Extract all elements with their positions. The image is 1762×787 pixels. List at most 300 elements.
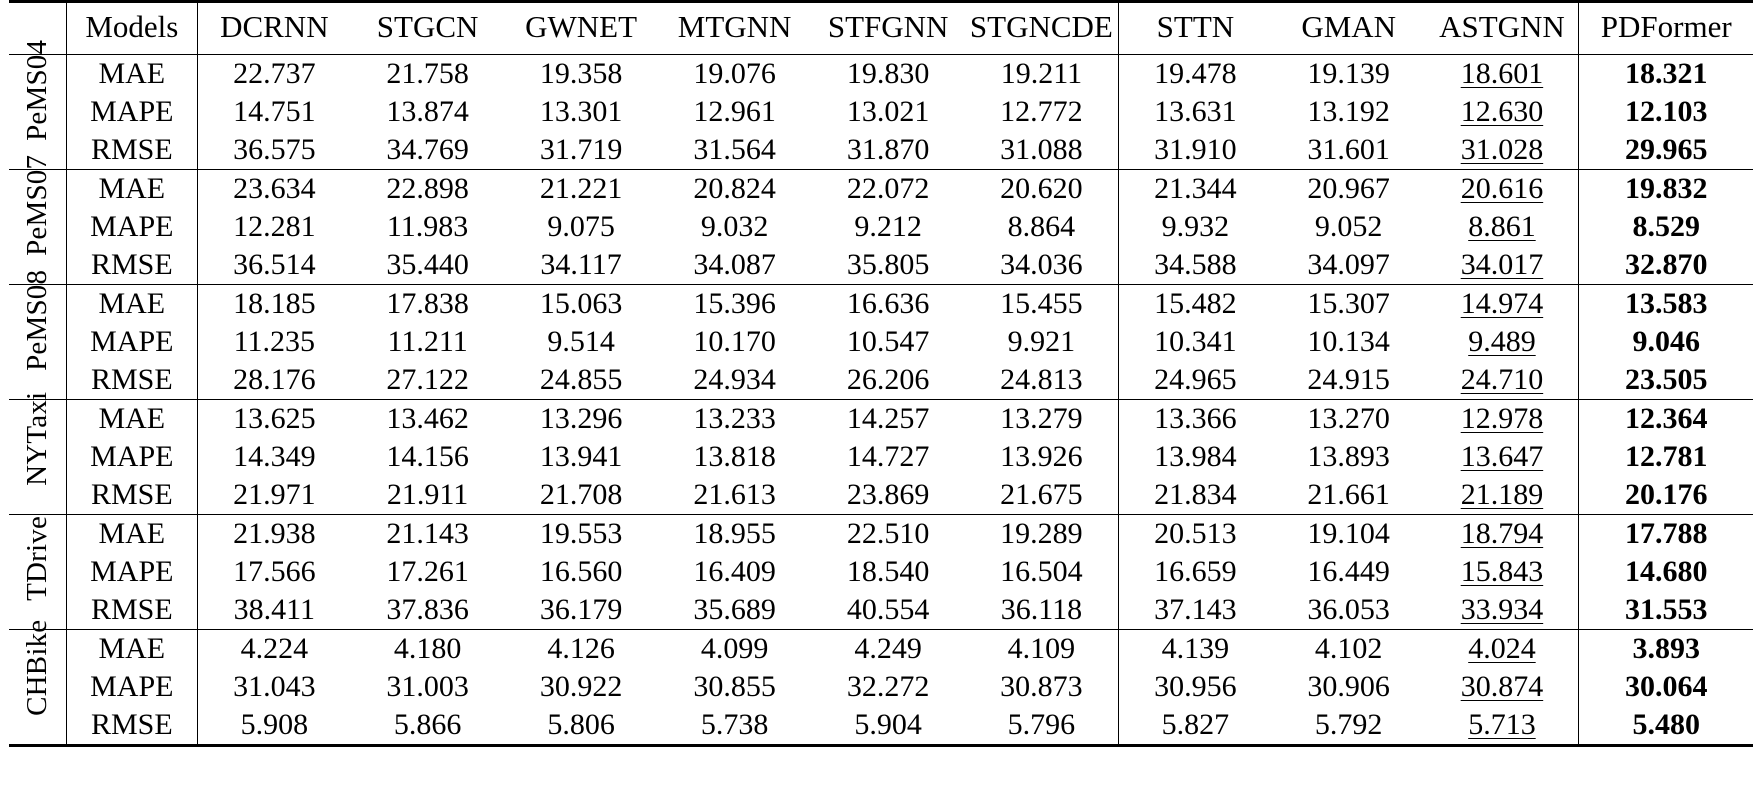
cell-value: 21.675 (1000, 478, 1083, 511)
cell-value: 31.601 (1307, 133, 1390, 166)
cell-value: 19.104 (1307, 517, 1390, 550)
dataset-label-nytaxi (9, 391, 66, 515)
cell-nytaxi-mape-stgcn (351, 438, 505, 476)
cell-chbike-rmse-gwnet (504, 706, 658, 746)
cell-nytaxi-rmse-mtgnn (658, 476, 812, 515)
cell-pems08-mape-gman (1272, 323, 1426, 361)
cell-value: 13.893 (1307, 440, 1390, 473)
cell-pems08-rmse-astgnn (1425, 361, 1579, 400)
cell-value: 12.772 (1000, 95, 1083, 128)
cell-value: 19.478 (1154, 57, 1237, 90)
cell-value: 19.358 (539, 57, 623, 90)
cell-value: 14.751 (233, 95, 316, 128)
cell-value: 20.620 (1000, 172, 1083, 205)
cell-nytaxi-mape-astgnn (1425, 438, 1579, 476)
metric-label-mape: MAPE (66, 553, 197, 591)
cell-value: 12.781 (1624, 440, 1708, 473)
cell-pems07-mape-pdformer (1579, 208, 1753, 246)
cell-value: 36.179 (539, 593, 623, 626)
metric-label-mae: MAE (66, 55, 197, 93)
cell-chbike-mape-stgncde (965, 668, 1119, 706)
cell-value: 30.922 (539, 670, 623, 703)
cell-value: 15.843 (1460, 555, 1544, 588)
cell-tdrive-mae-stfgnn (811, 515, 965, 553)
table-header-row (9, 3, 1753, 55)
cell-value: 9.212 (854, 210, 922, 243)
column-header-gwnet: GWNET (525, 9, 638, 44)
cell-pems04-rmse-pdformer (1579, 131, 1753, 170)
metric-label-rmse: RMSE (66, 131, 197, 170)
cell-value: 21.613 (693, 478, 776, 511)
cell-value: 13.818 (693, 440, 776, 473)
cell-chbike-mape-gman (1272, 668, 1426, 706)
cell-pems07-mae-dcrnn (197, 170, 351, 208)
column-header-astgnn: ASTGNN (1439, 9, 1565, 44)
cell-value: 22.510 (846, 517, 930, 550)
cell-tdrive-rmse-dcrnn (197, 591, 351, 630)
metric-label-mae: MAE (66, 285, 197, 323)
cell-value: 16.659 (1154, 555, 1237, 588)
cell-value: 9.489 (1468, 325, 1536, 358)
cell-value: 36.118 (1000, 593, 1083, 626)
cell-value: 19.832 (1624, 172, 1708, 205)
cell-tdrive-rmse-astgnn (1425, 591, 1579, 630)
cell-value: 21.143 (386, 517, 469, 550)
cell-value: 30.855 (693, 670, 776, 703)
cell-value: 30.956 (1154, 670, 1237, 703)
table-rule (9, 746, 1753, 748)
cell-value: 13.462 (386, 402, 469, 435)
cell-pems07-mape-mtgnn (658, 208, 812, 246)
cell-nytaxi-mae-stgncde (965, 400, 1119, 438)
cell-chbike-rmse-pdformer (1579, 706, 1753, 746)
cell-chbike-mape-stgcn (351, 668, 505, 706)
metric-label-rmse: RMSE (66, 361, 197, 400)
cell-pems08-mae-gwnet (504, 285, 658, 323)
cell-pems04-rmse-gman (1272, 131, 1426, 170)
cell-pems04-rmse-stgcn (351, 131, 505, 170)
cell-pems04-mape-stfgnn (811, 93, 965, 131)
cell-value: 13.279 (1000, 402, 1083, 435)
cell-value: 21.708 (539, 478, 623, 511)
cell-value: 24.813 (1000, 363, 1083, 396)
cell-value: 13.984 (1154, 440, 1237, 473)
cell-value: 13.296 (539, 402, 623, 435)
dataset-label-text: NYTaxi (20, 391, 53, 486)
metric-label-rmse: RMSE (66, 591, 197, 630)
cell-chbike-rmse-mtgnn (658, 706, 812, 746)
cell-pems08-rmse-dcrnn (197, 361, 351, 400)
cell-value: 24.915 (1307, 363, 1390, 396)
cell-tdrive-rmse-stgncde (965, 591, 1119, 630)
cell-value: 12.103 (1624, 95, 1708, 128)
cell-pems04-mape-astgnn (1425, 93, 1579, 131)
cell-nytaxi-mae-dcrnn (197, 400, 351, 438)
table-row (9, 553, 1753, 591)
cell-pems07-rmse-stgcn (351, 246, 505, 285)
cell-value: 16.560 (539, 555, 623, 588)
cell-chbike-mae-gman (1272, 630, 1426, 668)
cell-value: 13.021 (846, 95, 930, 128)
cell-value: 3.893 (1632, 632, 1700, 665)
metric-label-rmse: RMSE (66, 476, 197, 515)
cell-pems08-mape-stgncde (965, 323, 1119, 361)
cell-nytaxi-rmse-gwnet (504, 476, 658, 515)
cell-pems08-mae-mtgnn (658, 285, 812, 323)
cell-value: 9.514 (547, 325, 615, 358)
cell-value: 19.139 (1307, 57, 1390, 90)
cell-pems07-rmse-stgncde (965, 246, 1119, 285)
cell-pems04-mape-stgncde (965, 93, 1119, 131)
cell-value: 4.180 (393, 632, 462, 665)
cell-value: 22.072 (846, 172, 930, 205)
cell-pems07-mape-stfgnn (811, 208, 965, 246)
cell-value: 10.170 (693, 325, 776, 358)
cell-value: 13.270 (1307, 402, 1390, 435)
cell-pems07-mae-astgnn (1425, 170, 1579, 208)
cell-chbike-mae-sttn (1118, 630, 1272, 668)
column-header-gman: GMAN (1301, 9, 1397, 44)
cell-chbike-rmse-sttn (1118, 706, 1272, 746)
cell-pems08-mape-sttn (1118, 323, 1272, 361)
cell-nytaxi-rmse-astgnn (1425, 476, 1579, 515)
cell-pems08-rmse-stfgnn (811, 361, 965, 400)
table-row (9, 170, 1753, 208)
cell-pems08-mape-gwnet (504, 323, 658, 361)
cell-pems07-rmse-gman (1272, 246, 1426, 285)
cell-value: 18.321 (1624, 57, 1708, 90)
cell-value: 4.109 (1007, 632, 1076, 665)
cell-pems08-mae-gman (1272, 285, 1426, 323)
table-row (9, 668, 1753, 706)
cell-value: 24.934 (693, 363, 776, 396)
cell-value: 11.235 (233, 325, 316, 358)
cell-nytaxi-mae-gwnet (504, 400, 658, 438)
cell-value: 13.874 (386, 95, 469, 128)
cell-value: 37.836 (386, 593, 469, 626)
cell-nytaxi-mape-mtgnn (658, 438, 812, 476)
cell-value: 17.838 (386, 287, 469, 320)
cell-pems08-mae-stfgnn (811, 285, 965, 323)
cell-value: 36.053 (1307, 593, 1390, 626)
cell-value: 10.341 (1154, 325, 1237, 358)
table-row (9, 438, 1753, 476)
cell-chbike-mape-gwnet (504, 668, 658, 706)
metric-label-mae: MAE (66, 630, 197, 668)
cell-value: 34.017 (1460, 248, 1544, 281)
cell-nytaxi-mape-gman (1272, 438, 1426, 476)
cell-value: 34.769 (386, 133, 469, 166)
cell-pems04-mae-gman (1272, 55, 1426, 93)
cell-value: 4.139 (1161, 632, 1230, 665)
cell-tdrive-rmse-sttn (1118, 591, 1272, 630)
cell-pems04-rmse-sttn (1118, 131, 1272, 170)
cell-pems07-mae-gman (1272, 170, 1426, 208)
cell-value: 8.529 (1632, 210, 1700, 243)
metric-label-rmse: RMSE (66, 246, 197, 285)
cell-nytaxi-mae-stfgnn (811, 400, 965, 438)
cell-tdrive-mae-dcrnn (197, 515, 351, 553)
cell-value: 4.249 (854, 632, 922, 665)
benchmark-results-table (9, 0, 1753, 747)
cell-pems08-rmse-stgncde (965, 361, 1119, 400)
cell-value: 32.272 (846, 670, 930, 703)
cell-value: 13.366 (1154, 402, 1237, 435)
cell-pems04-mae-stgncde (965, 55, 1119, 93)
cell-value: 28.176 (233, 363, 316, 396)
cell-value: 35.805 (846, 248, 930, 281)
cell-chbike-rmse-stgcn (351, 706, 505, 746)
cell-pems04-mape-pdformer (1579, 93, 1753, 131)
cell-chbike-mae-mtgnn (658, 630, 812, 668)
cell-tdrive-rmse-gwnet (504, 591, 658, 630)
cell-value: 21.189 (1460, 478, 1544, 511)
cell-value: 9.046 (1632, 325, 1700, 358)
cell-value: 20.824 (693, 172, 776, 205)
cell-value: 16.449 (1307, 555, 1390, 588)
cell-chbike-mape-mtgnn (658, 668, 812, 706)
metric-label-mae: MAE (66, 400, 197, 438)
dataset-label-text: PeMS08 (20, 269, 53, 371)
cell-pems04-mape-stgcn (351, 93, 505, 131)
cell-value: 15.063 (539, 287, 623, 320)
table-row (9, 208, 1753, 246)
cell-pems04-mae-mtgnn (658, 55, 812, 93)
cell-tdrive-mae-mtgnn (658, 515, 812, 553)
cell-tdrive-rmse-stgcn (351, 591, 505, 630)
cell-value: 32.870 (1624, 248, 1708, 281)
cell-pems07-mae-mtgnn (658, 170, 812, 208)
cell-pems07-mape-astgnn (1425, 208, 1579, 246)
cell-chbike-mae-stgcn (351, 630, 505, 668)
table-row (9, 323, 1753, 361)
cell-pems04-rmse-gwnet (504, 131, 658, 170)
cell-tdrive-mae-pdformer (1579, 515, 1753, 553)
cell-tdrive-mae-gman (1272, 515, 1426, 553)
cell-value: 5.806 (547, 708, 615, 741)
cell-pems07-mae-stfgnn (811, 170, 965, 208)
cell-value: 20.513 (1154, 517, 1237, 550)
cell-nytaxi-mape-stfgnn (811, 438, 965, 476)
cell-pems07-mae-stgncde (965, 170, 1119, 208)
cell-value: 19.076 (693, 57, 776, 90)
cell-value: 24.855 (539, 363, 623, 396)
cell-value: 5.713 (1468, 708, 1536, 741)
cell-chbike-mae-astgnn (1425, 630, 1579, 668)
cell-value: 26.206 (846, 363, 930, 396)
cell-value: 30.874 (1460, 670, 1544, 703)
cell-chbike-mape-sttn (1118, 668, 1272, 706)
table-row (9, 93, 1753, 131)
cell-value: 12.630 (1460, 95, 1544, 128)
table-body (9, 2, 1753, 748)
cell-value: 4.024 (1468, 632, 1536, 665)
cell-value: 20.616 (1460, 172, 1544, 205)
cell-pems07-mape-sttn (1118, 208, 1272, 246)
cell-pems08-mae-pdformer (1579, 285, 1753, 323)
cell-pems04-rmse-stfgnn (811, 131, 965, 170)
cell-value: 5.796 (1007, 708, 1076, 741)
cell-tdrive-mape-gwnet (504, 553, 658, 591)
metric-label-mape: MAPE (66, 438, 197, 476)
cell-value: 13.926 (1000, 440, 1083, 473)
cell-tdrive-rmse-pdformer (1579, 591, 1753, 630)
cell-value: 19.830 (846, 57, 930, 90)
cell-tdrive-mape-astgnn (1425, 553, 1579, 591)
cell-value: 31.043 (233, 670, 316, 703)
column-header-stfgnn: STFGNN (827, 9, 949, 44)
cell-tdrive-mae-gwnet (504, 515, 658, 553)
cell-pems08-mape-dcrnn (197, 323, 351, 361)
cell-nytaxi-rmse-sttn (1118, 476, 1272, 515)
cell-value: 34.117 (540, 248, 622, 281)
cell-nytaxi-mae-pdformer (1579, 400, 1753, 438)
cell-value: 9.032 (700, 210, 769, 243)
cell-value: 13.583 (1624, 287, 1708, 320)
cell-value: 24.965 (1154, 363, 1237, 396)
rule-line (9, 746, 1753, 748)
dataset-label-chbike (9, 619, 66, 746)
cell-value: 21.971 (233, 478, 316, 511)
cell-chbike-rmse-astgnn (1425, 706, 1579, 746)
cell-tdrive-mape-stgncde (965, 553, 1119, 591)
cell-value: 36.575 (233, 133, 316, 166)
cell-tdrive-mape-stgcn (351, 553, 505, 591)
metric-label-mape: MAPE (66, 93, 197, 131)
cell-nytaxi-mape-pdformer (1579, 438, 1753, 476)
cell-pems08-rmse-mtgnn (658, 361, 812, 400)
cell-chbike-mae-pdformer (1579, 630, 1753, 668)
cell-pems07-mape-dcrnn (197, 208, 351, 246)
cell-value: 21.344 (1154, 172, 1237, 205)
cell-pems08-mae-sttn (1118, 285, 1272, 323)
cell-value: 4.224 (240, 632, 309, 665)
cell-value: 13.233 (693, 402, 776, 435)
cell-value: 12.364 (1624, 402, 1708, 435)
cell-pems07-mape-gman (1272, 208, 1426, 246)
cell-pems08-mape-stgcn (351, 323, 505, 361)
cell-value: 33.934 (1460, 593, 1544, 626)
table-row (9, 55, 1753, 93)
cell-value: 17.566 (233, 555, 316, 588)
cell-value: 27.122 (386, 363, 469, 396)
cell-tdrive-mape-pdformer (1579, 553, 1753, 591)
cell-value: 12.961 (693, 95, 776, 128)
column-header-sttn: STTN (1118, 3, 1272, 55)
table-row (9, 246, 1753, 285)
cell-value: 9.932 (1161, 210, 1230, 243)
cell-value: 21.911 (386, 478, 469, 511)
cell-chbike-rmse-dcrnn (197, 706, 351, 746)
cell-chbike-mae-stgncde (965, 630, 1119, 668)
cell-nytaxi-mae-stgcn (351, 400, 505, 438)
dataset-label-tdrive (9, 515, 66, 630)
cell-value: 18.185 (233, 287, 316, 320)
cell-pems08-mae-stgcn (351, 285, 505, 323)
metric-label-rmse: RMSE (66, 706, 197, 746)
cell-value: 14.727 (846, 440, 930, 473)
cell-value: 34.087 (693, 248, 776, 281)
cell-pems04-mape-gman (1272, 93, 1426, 131)
cell-value: 11.983 (386, 210, 469, 243)
cell-value: 14.974 (1460, 287, 1544, 320)
table-row (9, 400, 1753, 438)
cell-pems08-rmse-gman (1272, 361, 1426, 400)
column-header-mtgnn: MTGNN (677, 9, 792, 44)
cell-tdrive-rmse-mtgnn (658, 591, 812, 630)
cell-nytaxi-mae-astgnn (1425, 400, 1579, 438)
cell-value: 19.211 (1000, 57, 1083, 90)
table-row (9, 515, 1753, 553)
cell-pems07-rmse-pdformer (1579, 246, 1753, 285)
column-header-stgncde: STGNCDE (969, 9, 1113, 44)
cell-chbike-mape-stfgnn (811, 668, 965, 706)
cell-pems07-mae-gwnet (504, 170, 658, 208)
cell-chbike-rmse-stgncde (965, 706, 1119, 746)
cell-value: 18.601 (1460, 57, 1544, 90)
cell-value: 17.788 (1624, 517, 1708, 550)
cell-tdrive-mape-gman (1272, 553, 1426, 591)
cell-nytaxi-mape-gwnet (504, 438, 658, 476)
table-row (9, 361, 1753, 400)
cell-value: 36.514 (233, 248, 316, 281)
cell-pems04-mae-dcrnn (197, 55, 351, 93)
metric-label-mae: MAE (66, 515, 197, 553)
cell-chbike-mape-pdformer (1579, 668, 1753, 706)
cell-pems04-mae-stgcn (351, 55, 505, 93)
cell-nytaxi-rmse-stgncde (965, 476, 1119, 515)
cell-value: 34.588 (1154, 248, 1237, 281)
cell-nytaxi-mape-sttn (1118, 438, 1272, 476)
cell-value: 4.102 (1314, 632, 1383, 665)
cell-value: 10.134 (1307, 325, 1390, 358)
cell-value: 31.003 (386, 670, 469, 703)
cell-value: 13.192 (1307, 95, 1390, 128)
cell-value: 24.710 (1460, 363, 1544, 396)
cell-pems04-rmse-stgncde (965, 131, 1119, 170)
cell-nytaxi-rmse-dcrnn (197, 476, 351, 515)
cell-value: 31.870 (846, 133, 930, 166)
cell-nytaxi-rmse-pdformer (1579, 476, 1753, 515)
cell-value: 5.738 (700, 708, 769, 741)
cell-pems08-mae-stgncde (965, 285, 1119, 323)
cell-pems08-mae-astgnn (1425, 285, 1579, 323)
cell-value: 34.036 (1000, 248, 1083, 281)
table-row (9, 706, 1753, 746)
cell-value: 22.898 (386, 172, 469, 205)
cell-pems08-mae-dcrnn (197, 285, 351, 323)
cell-pems07-rmse-sttn (1118, 246, 1272, 285)
metric-label-mae: MAE (66, 170, 197, 208)
dataset-label-text: PeMS07 (20, 154, 53, 256)
cell-value: 9.921 (1007, 325, 1076, 358)
cell-value: 5.904 (854, 708, 922, 741)
cell-value: 11.211 (387, 325, 468, 358)
cell-value: 9.052 (1314, 210, 1383, 243)
table-row (9, 476, 1753, 515)
cell-chbike-mae-stfgnn (811, 630, 965, 668)
cell-pems04-mape-dcrnn (197, 93, 351, 131)
table-row (9, 285, 1753, 323)
cell-nytaxi-mae-gman (1272, 400, 1426, 438)
cell-value: 14.680 (1624, 555, 1708, 588)
cell-tdrive-mape-mtgnn (658, 553, 812, 591)
table-row (9, 630, 1753, 668)
cell-value: 19.289 (1000, 517, 1083, 550)
cell-pems08-mape-astgnn (1425, 323, 1579, 361)
cell-chbike-mape-astgnn (1425, 668, 1579, 706)
cell-pems07-mae-stgcn (351, 170, 505, 208)
